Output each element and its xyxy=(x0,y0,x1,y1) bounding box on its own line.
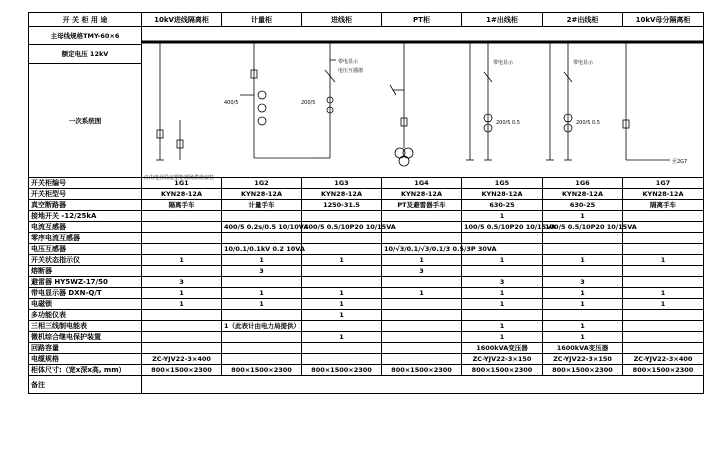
row-label: 电磁锁 xyxy=(29,299,142,310)
row-cell xyxy=(623,332,704,343)
row-cell: 1600kVA变压器 xyxy=(543,343,623,354)
spec-row xyxy=(29,343,704,354)
row-cell xyxy=(142,244,222,255)
switchgear-table xyxy=(28,12,704,394)
spec-row xyxy=(29,244,704,255)
spec-row xyxy=(29,354,704,365)
row-cell xyxy=(382,343,462,354)
bus-label: 主母线规格TMY-60×6 xyxy=(29,27,142,45)
spec-row xyxy=(29,277,704,288)
row-cell: KYN28-12A xyxy=(142,189,222,200)
row-cell: 1 xyxy=(543,211,623,222)
row-cell: 1 xyxy=(302,332,382,343)
row-cell: ZC-YJV22-3×400 xyxy=(623,354,704,365)
row-cell xyxy=(623,244,704,255)
header-row xyxy=(29,13,704,27)
col3-tag2: 电压互感器 xyxy=(338,68,364,74)
voltage-label: 额定电压 12kV xyxy=(29,45,142,64)
col6-ct: 200/5 0.5 xyxy=(576,120,600,126)
spec-row xyxy=(29,332,704,343)
row-cell xyxy=(623,211,704,222)
col-header-4: PT柜 xyxy=(382,13,462,27)
row-cell xyxy=(382,321,462,332)
row-cell xyxy=(623,321,704,332)
row-label: 零序电流互感器 xyxy=(29,233,142,244)
row-cell: 100/5 0.5/10P20 10/15VA xyxy=(462,222,543,233)
row-cell: 隔离手车 xyxy=(623,200,704,211)
row-cell xyxy=(462,233,543,244)
row-cell xyxy=(142,266,222,277)
row-cell: 10/0.1/0.1kV 0.2 10VA xyxy=(222,244,302,255)
row-cell xyxy=(222,354,302,365)
row-cell: 1 xyxy=(302,299,382,310)
row-label: 接地开关 -12/25kA xyxy=(29,211,142,222)
spec-row xyxy=(29,266,704,277)
row-cell: KYN28-12A xyxy=(222,189,302,200)
row-cell: 隔离手车 xyxy=(142,200,222,211)
row-label: 开关柜编号 xyxy=(29,178,142,189)
row-cell: 1 xyxy=(302,255,382,266)
spec-row xyxy=(29,222,704,233)
row-cell xyxy=(302,211,382,222)
row-cell xyxy=(543,266,623,277)
row-cell: 1 xyxy=(142,255,222,266)
row-cell xyxy=(222,310,302,321)
row-cell xyxy=(302,354,382,365)
spec-row xyxy=(29,365,704,376)
col1-note: 注由电业局定型柜现场供给安装 xyxy=(144,175,215,181)
row-label: 三相三线制电能表 xyxy=(29,321,142,332)
row-cell xyxy=(302,321,382,332)
row-cell xyxy=(302,343,382,354)
row-cell xyxy=(302,233,382,244)
row-cell: 400/5 0.5/10P20 10/15VA xyxy=(302,222,382,233)
row-cell xyxy=(302,277,382,288)
row-cell xyxy=(222,277,302,288)
row-cell: 1G1 xyxy=(142,178,222,189)
col-header-3: 进线柜 xyxy=(302,13,382,27)
row-cell xyxy=(623,277,704,288)
row-cell xyxy=(142,222,222,233)
row-cell: 1600kVA变压器 xyxy=(462,343,543,354)
row-cell xyxy=(623,343,704,354)
col2-ct: 400/5 xyxy=(224,100,239,106)
row-cell: 1G2 xyxy=(222,178,302,189)
row-cell: 3 xyxy=(462,277,543,288)
row-label: 微机综合继电保护装置 xyxy=(29,332,142,343)
primary-label: 一次系统图 xyxy=(29,64,142,178)
row-cell xyxy=(543,233,623,244)
row-label: 电流互感器 xyxy=(29,222,142,233)
row-cell: 1 xyxy=(623,255,704,266)
row-cell xyxy=(382,233,462,244)
row-cell: 1 xyxy=(382,288,462,299)
spec-rows xyxy=(29,178,704,376)
row-cell: 1 xyxy=(543,288,623,299)
row-label: 避雷器 HY5WZ-17/50 xyxy=(29,277,142,288)
row-cell: 1G5 xyxy=(462,178,543,189)
row-cell: 10/√3/0.1/√3/0.1/3 0.5/3P 30VA xyxy=(382,244,462,255)
row-cell: 1G6 xyxy=(543,178,623,189)
row-cell xyxy=(222,343,302,354)
row-cell: 800×1500×2300 xyxy=(142,365,222,376)
row-cell: 1 xyxy=(142,288,222,299)
row-cell: PT及避雷器手车 xyxy=(382,200,462,211)
row-cell: 3 xyxy=(222,266,302,277)
col-header-5: 1#出线柜 xyxy=(462,13,543,27)
row-label: 柜体尺寸:（宽x深x高, mm） xyxy=(29,365,142,376)
row-cell xyxy=(142,321,222,332)
row-cell: 800×1500×2300 xyxy=(623,365,704,376)
row-cell: 1 xyxy=(623,299,704,310)
col-header-6: 2#出线柜 xyxy=(543,13,623,27)
row-cell: 计量手车 xyxy=(222,200,302,211)
bus-row xyxy=(29,27,704,45)
notes-cell xyxy=(142,376,704,394)
row-cell: 1 xyxy=(462,332,543,343)
row-cell: KYN28-12A xyxy=(543,189,623,200)
col7-tag: 至2G7 xyxy=(672,159,688,165)
row-cell: ZC-YJV22-3×150 xyxy=(543,354,623,365)
row-cell: 1 xyxy=(543,299,623,310)
row-cell: 1 xyxy=(222,299,302,310)
row-cell: 1G7 xyxy=(623,178,704,189)
row-cell xyxy=(302,244,382,255)
row-cell: 1 xyxy=(462,288,543,299)
row-cell: 1G3 xyxy=(302,178,382,189)
primary-diagram-cell xyxy=(142,27,704,178)
header-label: 开 关 柜 用 途 xyxy=(29,13,142,27)
row-cell xyxy=(623,310,704,321)
row-cell: 1 xyxy=(222,255,302,266)
row-cell xyxy=(382,332,462,343)
row-label: 电缆规格 xyxy=(29,354,142,365)
row-cell: 1 xyxy=(462,211,543,222)
row-label: 开关柜型号 xyxy=(29,189,142,200)
row-cell: 1 xyxy=(222,288,302,299)
col3-tag1: 带电显示 xyxy=(338,59,359,65)
row-cell: KYN28-12A xyxy=(302,189,382,200)
row-cell: KYN28-12A xyxy=(462,189,543,200)
row-cell: 1 xyxy=(462,321,543,332)
spec-row xyxy=(29,233,704,244)
row-cell: 400/5 0.2s/0.5 10/10VA xyxy=(222,222,302,233)
row-cell: 800×1500×2300 xyxy=(382,365,462,376)
row-cell: 1 xyxy=(462,299,543,310)
spec-row xyxy=(29,178,704,189)
col-header-1: 10kV进线隔离柜 xyxy=(142,13,222,27)
col5-tag: 带电显示 xyxy=(493,60,514,66)
row-label: 真空断路器 xyxy=(29,200,142,211)
col-header-7: 10kV母分隔离柜 xyxy=(623,13,704,27)
row-cell xyxy=(222,332,302,343)
row-cell xyxy=(462,266,543,277)
row-cell xyxy=(462,310,543,321)
row-cell xyxy=(142,211,222,222)
row-cell xyxy=(382,354,462,365)
row-cell: 800×1500×2300 xyxy=(543,365,623,376)
row-cell xyxy=(382,211,462,222)
row-cell: ZC-YJV22-3×400 xyxy=(142,354,222,365)
row-cell: 3 xyxy=(382,266,462,277)
row-cell: 800×1500×2300 xyxy=(222,365,302,376)
row-cell xyxy=(623,266,704,277)
row-cell xyxy=(142,310,222,321)
row-cell xyxy=(543,310,623,321)
spec-row xyxy=(29,321,704,332)
row-cell xyxy=(222,211,302,222)
spec-row xyxy=(29,255,704,266)
row-label: 回路容量 xyxy=(29,343,142,354)
row-cell xyxy=(382,277,462,288)
row-cell xyxy=(142,332,222,343)
col6-tag: 带电显示 xyxy=(573,60,594,66)
row-cell: 1 xyxy=(543,332,623,343)
row-cell: 1 xyxy=(623,288,704,299)
spec-row xyxy=(29,310,704,321)
row-cell: 630-25 xyxy=(462,200,543,211)
row-cell xyxy=(142,233,222,244)
spec-row xyxy=(29,299,704,310)
row-label: 开关状态指示仪 xyxy=(29,255,142,266)
row-cell xyxy=(623,233,704,244)
row-cell xyxy=(382,310,462,321)
spec-row xyxy=(29,211,704,222)
row-cell: 1 xyxy=(302,288,382,299)
row-cell: KYN28-12A xyxy=(382,189,462,200)
row-label: 带电显示器 DXN-Q/T xyxy=(29,288,142,299)
spec-row xyxy=(29,189,704,200)
row-cell: 3 xyxy=(142,277,222,288)
row-label: 多功能仪表 xyxy=(29,310,142,321)
row-label: 电压互感器 xyxy=(29,244,142,255)
spec-row xyxy=(29,200,704,211)
row-label: 熔断器 xyxy=(29,266,142,277)
row-cell: 1250-31.5 xyxy=(302,200,382,211)
row-cell: 100/5 0.5/10P20 10/15VA xyxy=(543,222,623,233)
row-cell: 630-25 xyxy=(543,200,623,211)
row-cell: 1（此表计由电力局提供） xyxy=(222,321,302,332)
row-cell: ZC-YJV22-3×150 xyxy=(462,354,543,365)
row-cell xyxy=(543,244,623,255)
notes-label: 备注 xyxy=(29,376,142,394)
row-cell: 1 xyxy=(462,255,543,266)
row-cell: 1 xyxy=(142,299,222,310)
row-cell xyxy=(382,299,462,310)
row-cell xyxy=(142,343,222,354)
row-cell: 1 xyxy=(543,255,623,266)
col5-ct: 200/5 0.5 xyxy=(496,120,520,126)
row-cell xyxy=(302,266,382,277)
col3-ct: 200/5 xyxy=(301,100,316,106)
row-cell: 1 xyxy=(543,321,623,332)
spec-row xyxy=(29,288,704,299)
notes-row xyxy=(29,376,704,394)
row-cell: 3 xyxy=(543,277,623,288)
row-cell: 800×1500×2300 xyxy=(302,365,382,376)
row-cell: 1G4 xyxy=(382,178,462,189)
row-cell: 1 xyxy=(382,255,462,266)
row-cell xyxy=(222,233,302,244)
row-cell: KYN28-12A xyxy=(623,189,704,200)
row-cell: 800×1500×2300 xyxy=(462,365,543,376)
col-header-2: 计量柜 xyxy=(222,13,302,27)
row-cell: 1 xyxy=(302,310,382,321)
